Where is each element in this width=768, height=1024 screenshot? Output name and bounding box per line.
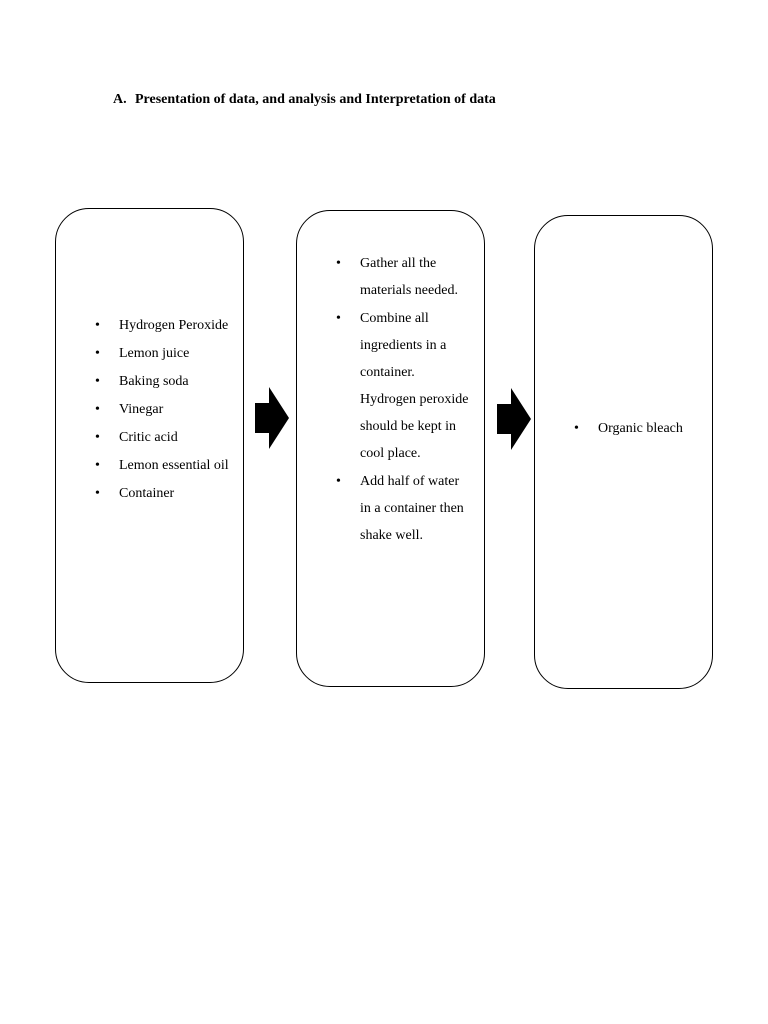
list-item: • Lemon essential oil (95, 452, 230, 479)
section-marker: A. (113, 92, 127, 107)
list-item: • Baking soda (95, 368, 230, 395)
flow-arrow-icon (255, 387, 289, 449)
list-item: • Organic bleach (574, 415, 704, 442)
product-list (574, 415, 704, 442)
list-item: • Container (95, 480, 230, 507)
list-item: • Combine all ingredients in a container. Hydrogen peroxide should be kept in cool place. (336, 305, 471, 467)
list-item: • Lemon juice (95, 340, 230, 367)
list-item: • Vinegar (95, 396, 230, 423)
materials-list (95, 312, 230, 508)
flow-arrow-icon (497, 388, 531, 450)
product-box (534, 215, 713, 689)
list-item: • Gather all the materials needed. (336, 250, 471, 304)
section-heading (113, 92, 496, 108)
list-item: • Hydrogen Peroxide (95, 312, 230, 339)
list-item: • Add half of water in a container then shake well. (336, 468, 471, 549)
procedure-list (336, 250, 471, 550)
list-item: • Critic acid (95, 424, 230, 451)
section-title: Presentation of data, and analysis and Interpretation of data (135, 92, 496, 107)
